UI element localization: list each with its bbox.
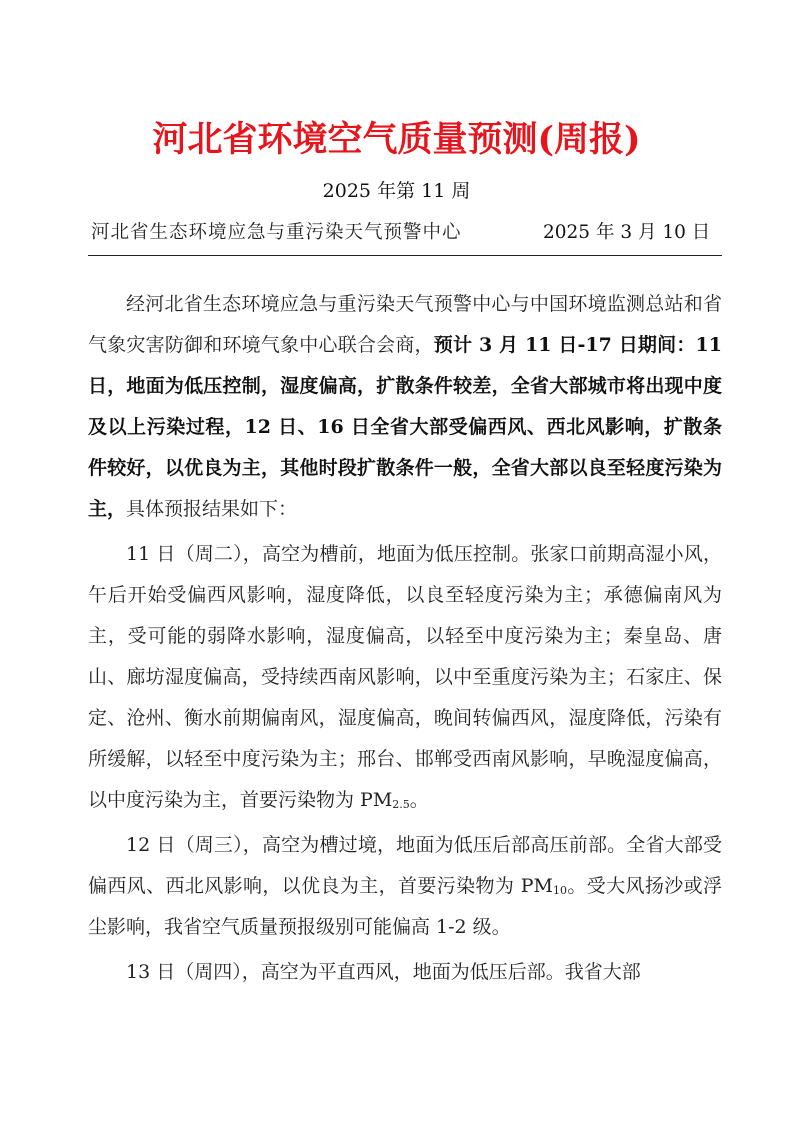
document-body <box>88 284 722 993</box>
intro-tail: 具体预报结果如下： <box>126 498 298 520</box>
issue-date: 2025 年 3 月 10 日 <box>543 222 711 243</box>
day-11-text: 11 日（周二），高空为槽前，地面为低压控制。张家口前期高湿小风，午后开始受偏西风影响，湿度降低，以良至轻度污染为主；承德偏南风为主，受可能的弱降水影响，湿度偏高，以轻至中度污染为主；秦皇岛、唐山、廊坊湿度偏高，受持续西南风影响，以中至重度污染为主；石家庄、保定、沧州、衡水前期偏南风，湿度偏高，晚间转偏西风，湿度降低，污染有所缓解，以轻至中度污染为主；邢台、邯郸受西南风影响，早晚湿度偏高，以中度污染为主，首要污染物为 PM <box>88 543 722 811</box>
day-12-paragraph <box>88 825 722 948</box>
day-11-paragraph <box>88 534 722 821</box>
header-divider <box>88 255 722 256</box>
day-12-end: 。受大风扬沙或浮尘影响，我省空气质量预报级别可能偏高 1-2 级。 <box>88 875 722 938</box>
day-13-paragraph <box>88 952 722 993</box>
document-title: 河北省环境空气质量预测(周报) <box>152 119 641 160</box>
intro-forecast-summary: 预计 3 月 11 日-17 日期间：11 日，地面为低压控制，湿度偏高，扩散条件较差，全省大部城市将出现中度及以上污染过程，12 日、16 日全省大部受偏西风、西北风影响，扩散条件较好，以优良为主，其他时段扩散条件一般，全省大部以良至轻度污染为主， <box>88 334 722 520</box>
issue-number: 2025 年第 11 周 <box>322 180 471 202</box>
pm10-subscript: 10 <box>552 884 567 897</box>
day-13-text: 13 日（周四），高空为平直西风，地面为低压后部。我省大部 <box>126 961 641 983</box>
day-12-text: 12 日（周三），高空为槽过境，地面为低压后部高压前部。全省大部受偏西风、西北风影响，以优良为主，首要污染物为 PM <box>88 834 722 897</box>
intro-paragraph <box>88 284 722 530</box>
day-11-end: 。 <box>409 789 429 811</box>
issuing-organization: 河北省生态环境应急与重污染天气预警中心 <box>91 222 462 243</box>
intro-lead: 经河北省生态环境应急与重污染天气预警中心与中国环境监测总站和省气象灾害防御和环境气象中心联合会商， <box>88 293 722 356</box>
pm25-subscript: 2.5 <box>392 798 410 811</box>
